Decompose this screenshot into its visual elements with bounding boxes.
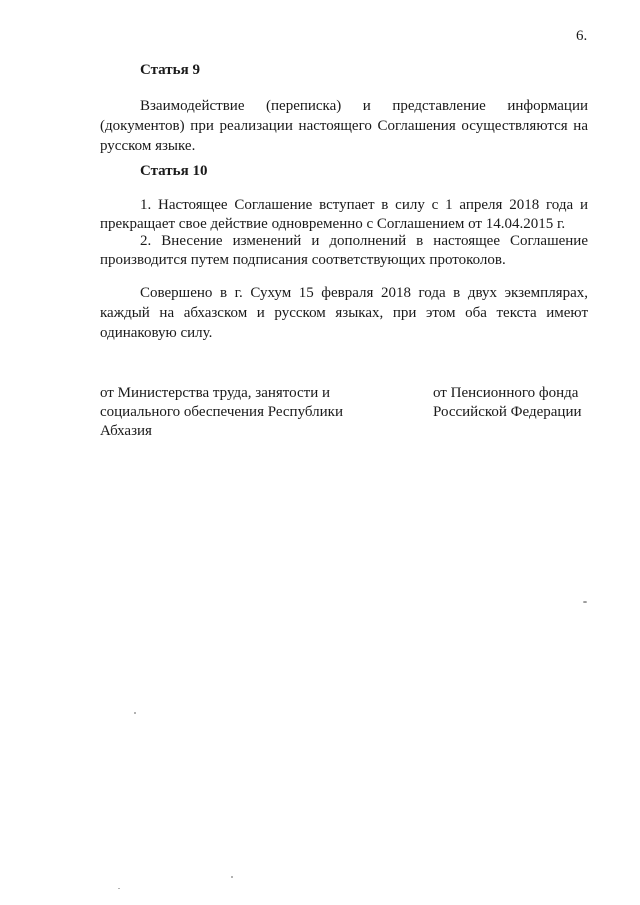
article-10-point-1: 1. Настоящее Соглашение вступает в силу с 1 апреля 2018 года и прекращает свое действие одновременно с Соглашением от 14.04.2015 г.	[100, 197, 588, 232]
article-9-text: Взаимодействие (переписка) и представление информации (документов) при реализации настоящего Соглашения осуществляются на русском языке.	[100, 98, 588, 154]
scan-speck	[583, 601, 587, 603]
article-10-point-2: 2. Внесение изменений и дополнений в настоящее Соглашение производится путем подписания соответствующих протоколов.	[100, 233, 588, 268]
signatory-line: от Министерства труда, занятости и	[100, 385, 331, 401]
article-10-heading: Статья 10	[140, 163, 208, 179]
signatory-line: социального обеспечения Республики	[100, 404, 343, 420]
page-number: 6.	[576, 28, 588, 44]
signatory-line: от Пенсионного фонда	[433, 385, 579, 401]
article-9-heading: Статья 9	[140, 62, 200, 78]
closing-statement: Совершено в г. Сухум 15 февраля 2018 года в двух экземплярах, каждый на абхазском и русском языках, при этом оба текста имеют одинаковую силу.	[100, 285, 588, 341]
scan-speck	[118, 888, 120, 889]
signatory-line: Российской Федерации	[433, 404, 582, 420]
signatory-abkhazia	[100, 384, 343, 441]
scan-speck	[231, 876, 233, 878]
signatory-line: Абхазия	[100, 423, 152, 439]
signatory-russia	[433, 384, 582, 422]
scan-speck	[134, 712, 136, 714]
